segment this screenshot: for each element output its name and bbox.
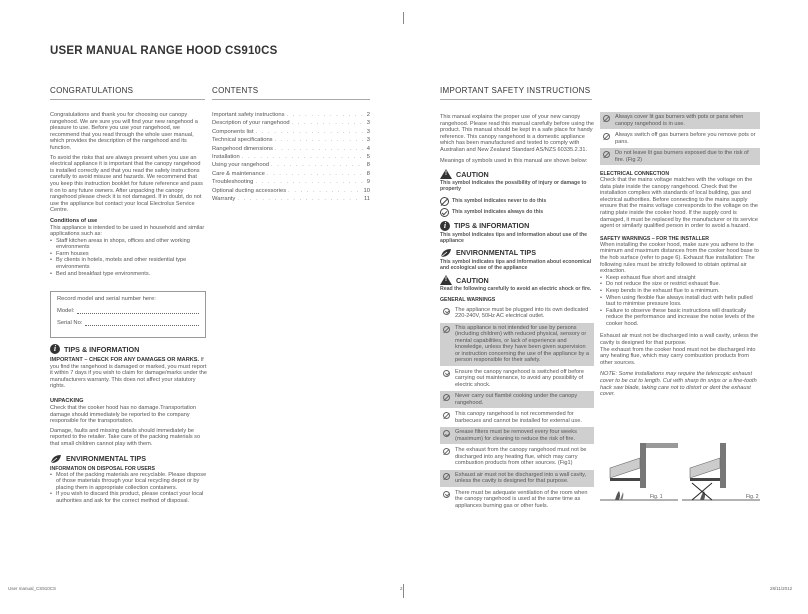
toc-leader	[271, 161, 365, 169]
tips-bold: IMPORTANT – CHECK FOR ANY DAMAGES OR MARKS.	[50, 357, 200, 363]
safety-column	[440, 114, 594, 512]
toc	[212, 111, 370, 203]
prohibited-icon	[443, 473, 450, 480]
exhaust-paragraph-1: Exhaust air must not be discharged into a wall cavity, unless the cavity is designed for that purpose.	[600, 333, 759, 347]
list-item: • Most of the packing materials are recyclable. Please dispose of those materials through your local recycling depot or by placing them in appropriate collection containers.	[56, 472, 208, 492]
toc-leader	[287, 111, 365, 119]
toc-label: Care & maintenance	[212, 170, 265, 177]
check-icon	[443, 430, 450, 437]
conditions-intro: This appliance is intended to be used in household and similar applications such as:	[50, 224, 205, 238]
safety-rule	[440, 99, 592, 100]
warning-row	[440, 323, 594, 367]
crop-mark-top	[403, 12, 404, 24]
toc-leader	[267, 170, 365, 178]
list-item: • If you wish to discard this product, please contact your local authorities and ask for the correct method of disposal.	[56, 491, 208, 504]
toc-page: 8	[366, 170, 370, 177]
warning-row	[440, 367, 594, 392]
unpacking-paragraph: Damage, faults and missing details should immediately be reported to the retailer. Take care of the packing materials so that small children cannot play with them.	[50, 427, 201, 447]
toc-page: 3	[366, 137, 370, 144]
toc-row[interactable]	[212, 111, 370, 119]
check-icon	[443, 491, 450, 498]
tips2-heading: TIPS & INFORMATION	[454, 221, 530, 231]
toc-label: Components list	[212, 128, 254, 135]
caution-heading-row	[440, 169, 594, 179]
footer-filename: User manual_CS910CS	[8, 586, 57, 591]
leaf-icon	[50, 454, 62, 464]
caution2-desc: Read the following carefully to avoid an electric shock or fire.	[440, 286, 592, 293]
warning-text: Always cover lit gas burners with pots or pans when canopy rangehood is in use.	[615, 114, 744, 127]
toc-row[interactable]	[212, 128, 370, 136]
toc-row[interactable]	[212, 178, 370, 186]
caution-desc: This symbol indicates the possibility of injury or damage to property	[440, 180, 587, 193]
serial-field	[85, 320, 199, 326]
toc-page: 9	[366, 179, 370, 186]
toc-leader	[292, 119, 365, 127]
always-row	[440, 208, 594, 217]
elec-heading: ELECTRICAL CONNECTION	[600, 171, 670, 177]
install-list	[600, 275, 760, 328]
warning-row	[440, 470, 594, 488]
toc-leader	[255, 178, 364, 186]
warning-text: There must be adequate ventilation of the room when the canopy rangehood is used at the same time as appliances burning gas or other fuels.	[455, 489, 588, 509]
congrats-paragraph: Congratulations and thank you for choosing our canopy rangehood. We are sure you will find your new rangehood a pleasure to use. Before you use your rangehood, we recommend that you read through the whole user manual, which provides the description of the rangehood and its function.	[50, 112, 198, 151]
figure-1-caption: Fig. 1	[650, 494, 663, 500]
warning-row	[440, 488, 594, 513]
toc-label: Using your rangehood	[212, 162, 270, 169]
warning-row	[600, 148, 760, 166]
warning-row	[440, 445, 594, 470]
info-icon: i	[50, 344, 60, 354]
warning-text: The exhaust from the canopy rangehood must not be discharged into any heating flue, which may carry combustion products from other sources. (Fig1)	[455, 447, 587, 467]
contents-rule	[212, 99, 370, 100]
toc-leader	[275, 145, 365, 153]
toc-label: Description of your rangehood	[212, 120, 290, 127]
toc-label: Warranty	[212, 196, 236, 203]
warning-row	[440, 427, 594, 445]
never-desc: This symbol indicates never to do this	[452, 198, 547, 205]
figure-2-drawing	[682, 443, 760, 500]
toc-leader	[237, 195, 362, 203]
warning-row	[600, 112, 760, 130]
exhaust-paragraph-2: The exhaust from the cooker hood must not be discharged into any heating flue, which may carry combustion products from other sources.	[600, 346, 756, 366]
never-row	[440, 197, 594, 206]
list-item: • By clients in hotels, motels and other residential type environments	[56, 257, 205, 270]
right-warnings-list	[600, 112, 760, 166]
warning-row	[440, 305, 594, 323]
env-heading-row	[50, 454, 208, 464]
warning-text: Do not leave lit gas burners exposed due to the risk of fire. (Fig 2)	[615, 150, 749, 163]
unpacking-body	[50, 405, 208, 448]
toc-row[interactable]	[212, 136, 370, 144]
list-item: • Keep bends in the exhaust flue to a minimum.	[606, 288, 760, 295]
serial-label: Serial No:	[57, 320, 83, 326]
warning-text: Ensure the canopy rangehood is switched off before carrying out maintenance, to avoid any possibility of electric shock.	[455, 368, 584, 388]
prohibited-icon	[603, 115, 610, 122]
toc-row[interactable]	[212, 145, 370, 153]
list-item: • When using flexible flue always install duct with helix pulled taut to minimise pressure loss.	[606, 295, 760, 308]
prohibited-icon	[443, 326, 450, 333]
toc-label: Rangehood dimensions	[212, 145, 273, 152]
congrats-body	[50, 112, 205, 277]
tips-heading-row	[50, 344, 208, 354]
warning-text: The appliance must be plugged into its own dedicated 220-240V, 50Hz AC electrical outlet.	[455, 306, 589, 320]
list-item: • Do not reduce the size or restrict exhaust flue.	[606, 281, 760, 288]
warning-row	[600, 130, 760, 148]
note-text: NOTE: Some installations may require the telescopic exhaust cover to be cut to length. Cut with sharp tin snips or a fine-tooth hack saw blade, taking care not to distort or dent the exhaust cover.	[600, 371, 757, 398]
toc-leader	[256, 128, 365, 136]
toc-page: 5	[366, 154, 370, 161]
tips2-desc: This symbol indicates tips and information about use of the appliance	[440, 231, 587, 244]
toc-label: Optional ducting accessories	[212, 187, 287, 194]
tips-heading: TIPS & INFORMATION	[64, 344, 140, 354]
prohibited-icon	[443, 448, 450, 455]
footer-page-number: 2	[400, 586, 403, 591]
page-title: USER MANUAL RANGE HOOD CS910CS	[50, 45, 278, 57]
env-sub: INFORMATION ON DISPOSAL FOR USERS	[50, 465, 156, 472]
toc-page: 8	[366, 162, 370, 169]
list-item: • Bed and breakfast type environments.	[56, 271, 205, 278]
warning-text: Exhaust air must not be discharged into a wall cavity, unless the cavity is designed for that purpose.	[455, 471, 587, 485]
safety-intro: This manual explains the proper use of your new canopy rangehood. Please read this manual carefully before using the product. This manual should be kept in a safe place for handy reference. This canopy rangehood is a domestic appliance which has been manufactured and tested to comply with Australian and New Zealand Standard AS/NZS 60335.2.31.	[440, 114, 594, 153]
general-heading: GENERAL WARNINGS	[440, 296, 496, 303]
tips-body	[50, 357, 208, 390]
warning-text: Never carry out flambé cooking under the canopy rangehood.	[455, 393, 578, 406]
warning-text: Always switch off gas burners before you remove pots or pans.	[615, 132, 756, 145]
toc-leader	[275, 136, 365, 144]
crop-mark-bottom	[403, 584, 404, 598]
prohibited-icon	[443, 394, 450, 401]
toc-leader	[242, 153, 365, 161]
symbols-intro: Meanings of symbols used in this manual are shown below:	[440, 157, 588, 164]
prohibited-icon	[443, 412, 450, 419]
toc-page: 3	[366, 128, 370, 135]
prohibited-icon	[603, 151, 610, 158]
env-heading: ENVIRONMENTAL TIPS	[66, 454, 146, 464]
congrats-rule	[50, 99, 205, 100]
conditions-list	[50, 238, 205, 278]
check-icon	[440, 208, 449, 217]
always-desc: This symbol indicates always do this	[452, 209, 544, 216]
record-box	[50, 291, 206, 338]
warning-text: This canopy rangehood is not recommended for barbecues and cannot be installed for external use.	[455, 411, 582, 424]
contents-heading: CONTENTS	[212, 86, 259, 95]
model-line	[57, 308, 199, 314]
unpacking-paragraph: Check that the cooker hood has no damage.Transportation damage should immediately be reported to the company responsible for the transportation.	[50, 404, 196, 425]
record-intro: Record model and serial number here:	[57, 296, 156, 302]
check-icon	[443, 370, 450, 377]
toc-label: Important safety instructions	[212, 112, 285, 118]
model-label: Model:	[57, 308, 75, 314]
env2-heading: ENVIRONMENTAL TIPS	[456, 248, 536, 258]
toc-row[interactable]	[212, 187, 370, 195]
right-column	[600, 112, 760, 398]
env2-desc: This symbol indicates tips and information about economical and ecological use of the appliance	[440, 258, 592, 272]
toc-page: 10	[363, 187, 370, 194]
caution-heading: CAUTION	[456, 169, 489, 179]
toc-row[interactable]	[212, 153, 370, 161]
toc-row[interactable]	[212, 161, 370, 169]
toc-label: Troubleshooting	[212, 179, 254, 186]
prohibited-icon	[603, 133, 610, 140]
toc-page: 3	[366, 120, 370, 127]
install-heading: SAFETY WARNINGS – FOR THE INSTALLER	[600, 235, 710, 242]
congrats-paragraph: To avoid the risks that are always present when you use an electrical appliance it is important that the canopy rangehood is installed correctly and that you read the safety instructions carefully to avoid misuse and hazards. We recommend that you keep this instruction booklet for future reference and pass it on to any future owners. After unpacking the canopy rangehood please check it is not damaged. If in doubt, do not use the appliance but contact your local Electrolux Service Centre.	[50, 154, 203, 214]
caution2-heading: CAUTION	[456, 275, 489, 285]
general-warnings-list	[440, 305, 594, 513]
tips2-heading-row	[440, 221, 594, 231]
toc-page: 2	[366, 112, 370, 118]
toc-row[interactable]	[212, 195, 370, 203]
serial-line	[57, 320, 199, 326]
warning-triangle-icon: !	[440, 275, 452, 285]
warning-text: Grease filters must be removed every four weeks (maximum) for cleaning to reduce the risk of fire.	[455, 429, 577, 442]
tips-section	[50, 344, 208, 505]
toc-label: Technical specifications	[212, 137, 273, 144]
toc-leader	[288, 187, 361, 195]
installation-figures	[600, 438, 760, 508]
warning-row	[440, 391, 594, 409]
list-item: • Farm houses	[56, 251, 205, 258]
check-icon	[443, 308, 450, 315]
prohibited-icon	[440, 197, 449, 206]
toc-row[interactable]	[212, 119, 370, 127]
info-icon: i	[440, 221, 450, 231]
warning-row	[440, 409, 594, 427]
toc-label: Installation	[212, 154, 240, 161]
warning-triangle-icon: !	[440, 169, 452, 179]
congrats-heading: CONGRATULATIONS	[50, 86, 134, 95]
env-list	[50, 472, 208, 505]
toc-page: 4	[366, 145, 370, 152]
list-item: • Failure to observe these basic instructions will drastically reduce the performance and increase the noise levels of the cooker hood.	[606, 308, 760, 328]
install-text: When installing the cooker hood, make sure you adhere to the minimum and maximum distances from the cooker hood base to the hob surface (refer to page 6). Exhaust flue installation: The following rules must be strictly followed to obtain optimal air extraction.	[600, 241, 759, 275]
figure-2-caption: Fig. 2	[746, 494, 759, 500]
footer-date: 28/11/2012	[770, 586, 793, 591]
env2-heading-row	[440, 248, 594, 258]
tips-text: If you find the rangehood is damaged or marked, you must report it within 7 days if you wish to claim for damage/marks under the manufacturers warranty. This does not affect your statutory rights.	[50, 357, 208, 390]
figure-1-drawing	[600, 443, 678, 500]
caution2-heading-row	[440, 275, 594, 285]
list-item: • Keep exhaust flue short and straight	[606, 275, 760, 282]
toc-row[interactable]	[212, 170, 370, 178]
model-field	[77, 308, 199, 314]
conditions-heading: Conditions of use	[50, 217, 98, 224]
unpacking-heading: UNPACKING	[50, 397, 84, 404]
elec-text: Check that the mains voltage matches with the voltage on the data plate inside the canopy rangehood. Check that the installation complies with standards of local building, gas and electrical authorities. Before connecting to the mains supply ensure that the mains voltage corresponds to the voltage on the rating plate inside the cooker hood. If the supply cord is damaged, it must be replaced by the manufacturer or its service agent or similarly qualified person in order to avoid a hazard.	[600, 177, 758, 230]
toc-page: 11	[363, 196, 370, 203]
safety-heading: IMPORTANT SAFETY INSTRUCTIONS	[440, 86, 591, 95]
leaf-icon	[440, 248, 452, 258]
warning-text: This appliance is not intended for use by persons (including children) with reduced physical, sensory or mental capabilities, or lack of experience and knowledge, unless they have been given supervision or instruction concerning the use of the appliance by a person responsible for their safety.	[455, 324, 590, 364]
list-item: • Staff kitchen areas in shops, offices and other working environments	[56, 238, 205, 251]
